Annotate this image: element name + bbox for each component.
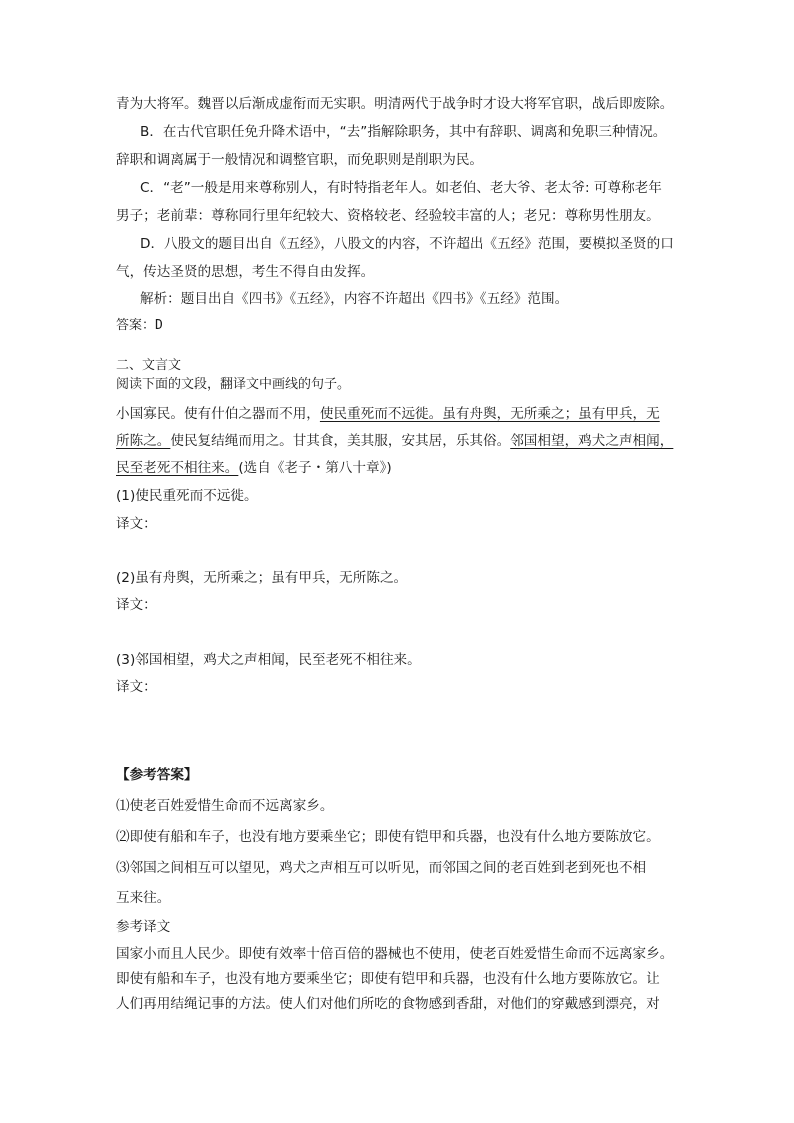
option-c-line: C．“老”一般是用来尊称别人，有时特指老年人。如老伯、老大爷、老太爷: 可尊称老年 bbox=[140, 180, 662, 196]
reference-answer-heading: 【参考答案】 bbox=[116, 767, 198, 783]
underlined-text: 使民重死而不远徙。虽有舟舆，无所乘之；虽有甲兵，无 bbox=[319, 406, 660, 422]
passage-line bbox=[116, 405, 660, 423]
answer-3: ⑶邻国之间相互可以望见，鸡犬之声相互可以听见，而邻国之间的老百姓到老到死也不相 bbox=[116, 860, 647, 876]
passage-line bbox=[116, 432, 673, 450]
option-d-line: D．八股文的题目出自《五经》，八股文的内容，不许超出《五经》范围，要模拟圣贤的口 bbox=[140, 236, 674, 252]
answer-1: ⑴使老百姓爱惜生命而不远离家乡。 bbox=[116, 798, 334, 814]
reference-translation-line: 国家小而且人民少。即使有效率十倍百倍的器械也不使用，使老百姓爱惜生命而不远离家乡。 bbox=[116, 946, 674, 962]
reference-translation-line: 人们再用结绳记事的方法。使人们对他们所吃的食物感到香甜，对他们的穿戴感到漂亮，对 bbox=[116, 996, 660, 1012]
option-b-line: B．在古代官职任免升降术语中，“去”指解除职务，其中有辞职、调离和免职三种情况。 bbox=[140, 124, 667, 140]
option-b-line: 辞职和调离属于一般情况和调整官职，而免职则是削职为民。 bbox=[116, 152, 484, 168]
passage-line bbox=[116, 459, 392, 477]
passage-text: 小国寡民。使有什伯之器而不用， bbox=[116, 406, 320, 422]
underlined-text: 所陈之。 bbox=[116, 433, 171, 449]
underlined-text: 邻国相望，鸡犬之声相闻， bbox=[510, 433, 674, 449]
answer-3: 互来往。 bbox=[116, 890, 171, 906]
question-3: (3)邻国相望，鸡犬之声相闻，民至老死不相往来。 bbox=[116, 652, 421, 668]
answer-text: 答案：D bbox=[116, 318, 163, 333]
answer-2: ⑵即使有船和车子，也没有地方要乘坐它；即使有铠甲和兵器，也没有什么地方要陈放它。 bbox=[116, 829, 660, 845]
reference-translation-heading: 参考译文 bbox=[116, 919, 171, 935]
analysis-text: 解析：题目出自《四书》《五经》，内容不许超出《四书》《五经》范围。 bbox=[140, 291, 569, 307]
underlined-text: 民至老死不相往来。 bbox=[116, 460, 239, 476]
translation-label: 译文： bbox=[116, 679, 157, 695]
option-d-line: 气，传达圣贤的思想，考生不得自由发挥。 bbox=[116, 264, 375, 280]
instruction-text: 阅读下面的文段，翻译文中画线的句子。 bbox=[116, 377, 351, 392]
question-2: (2)虽有舟舆，无所乘之；虽有甲兵，无所陈之。 bbox=[116, 570, 408, 586]
option-c-line: 男子；老前辈：尊称同行里年纪较大、资格较老、经验较丰富的人；老兄：尊称男性朋友。 bbox=[116, 208, 660, 224]
reference-translation-line: 即使有船和车子，也没有地方要乘坐它；即使有铠甲和兵器，也没有什么地方要陈放它。让 bbox=[116, 971, 660, 987]
translation-label: 译文： bbox=[116, 597, 157, 613]
passage-text: 使民复结绳而用之。甘其食，美其服，安其居，乐其俗。 bbox=[170, 433, 511, 449]
section-heading: 二、文言文 bbox=[116, 358, 182, 373]
question-1: (1)使民重死而不远徙。 bbox=[116, 488, 258, 504]
paragraph-line: 青为大将军。魏晋以后渐成虚衔而无实职。明清两代于战争时才设大将军官职，战后即废除。 bbox=[116, 96, 674, 112]
translation-label: 译文： bbox=[116, 516, 157, 532]
source-citation: (选自《老子・第八十章》) bbox=[238, 460, 392, 476]
